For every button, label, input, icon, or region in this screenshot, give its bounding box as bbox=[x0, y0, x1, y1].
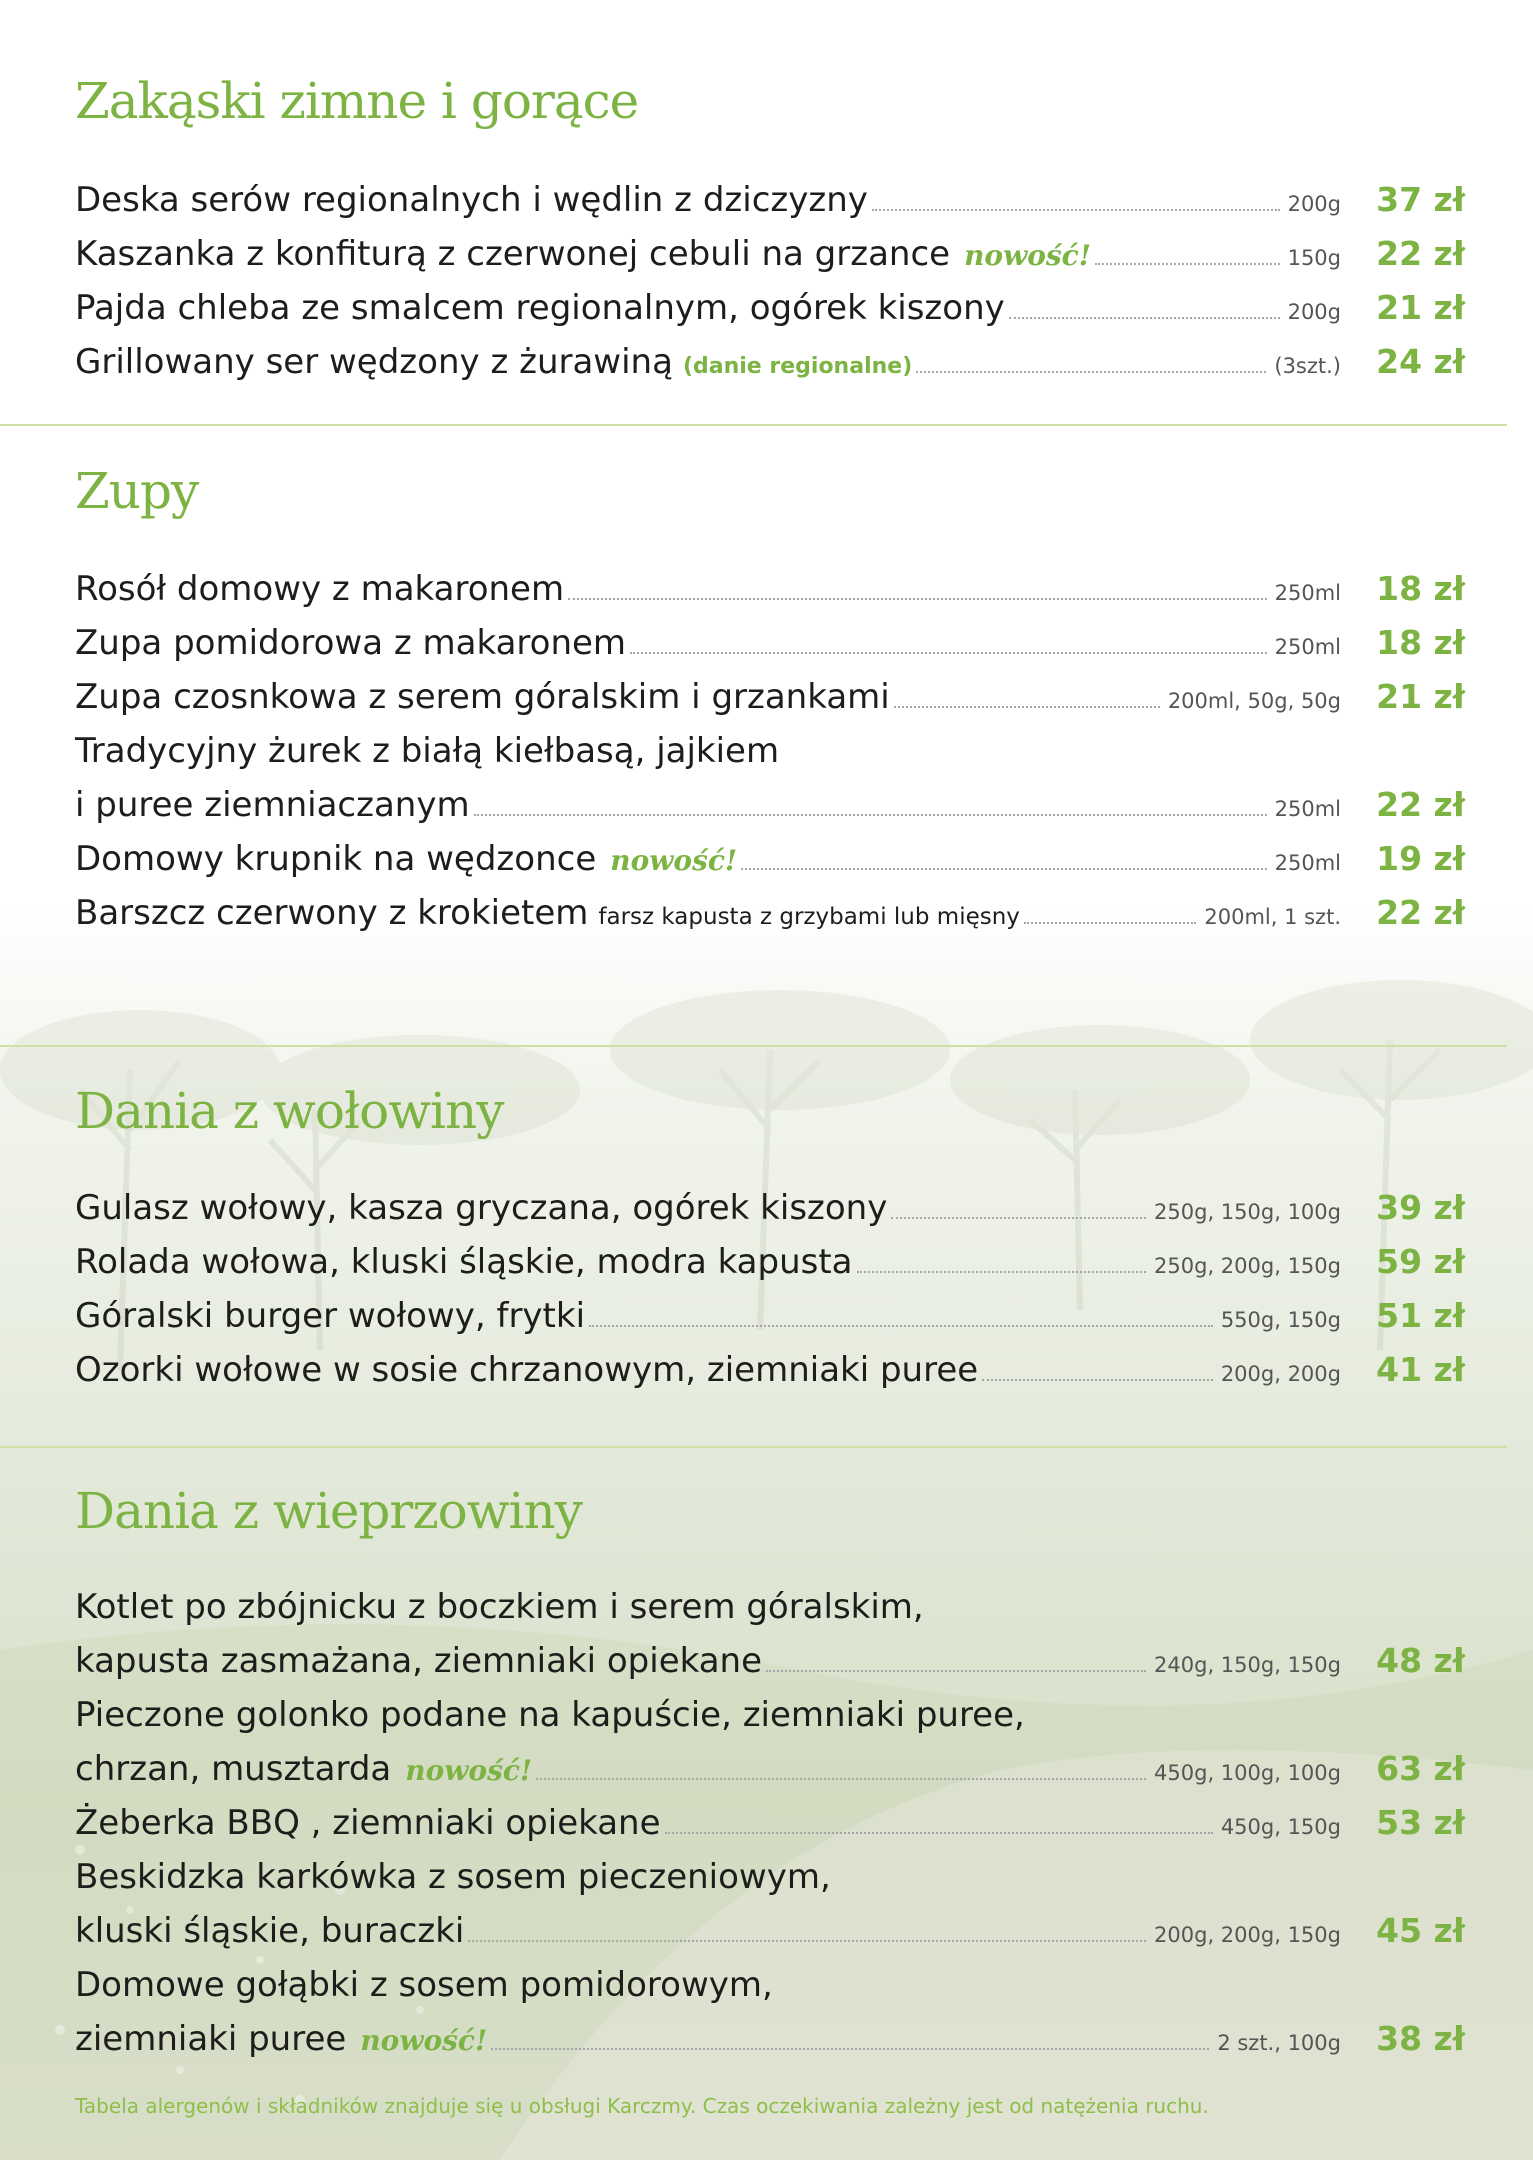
leader-dots bbox=[872, 208, 1280, 211]
leader-dots bbox=[665, 1831, 1213, 1834]
item-name-first-line: Beskidzka karkówka z sosem pieczeniowym, bbox=[75, 1857, 831, 1897]
item-price: 24 zł bbox=[1376, 342, 1465, 381]
item-name: Pajda chleba ze smalcem regionalnym, ogórek kiszony bbox=[75, 288, 1005, 328]
section-divider bbox=[0, 1045, 1507, 1047]
section-title-pork-dishes: Dania z wieprzowiny bbox=[75, 1482, 583, 1540]
leader-dots bbox=[536, 1777, 1146, 1780]
item-price: 21 zł bbox=[1376, 288, 1465, 327]
item-name: i puree ziemniaczanym bbox=[75, 785, 470, 825]
leader-dots bbox=[741, 867, 1266, 870]
item-name: Domowy krupnik na wędzonce bbox=[75, 839, 597, 879]
item-name: kapusta zasmażana, ziemniaki opiekane bbox=[75, 1641, 763, 1681]
item-price: 51 zł bbox=[1376, 1296, 1465, 1335]
item-name: Barszcz czerwony z krokietem bbox=[75, 893, 589, 933]
section-title-cold-hot-starters: Zakąski zimne i gorące bbox=[75, 72, 639, 130]
item-portion: 2 szt., 100g bbox=[1217, 2031, 1341, 2055]
item-portion: 250g, 150g, 100g bbox=[1154, 1200, 1341, 1224]
item-price: 22 zł bbox=[1376, 234, 1465, 273]
item-name: Zupa czosnkowa z serem góralskim i grzankami bbox=[75, 677, 890, 717]
item-name: Ozorki wołowe w sosie chrzanowym, ziemniaki puree bbox=[75, 1350, 979, 1390]
leader-dots bbox=[1024, 921, 1196, 924]
item-name: chrzan, musztarda bbox=[75, 1749, 392, 1789]
section-divider bbox=[0, 1446, 1507, 1448]
item-portion: 250g, 200g, 150g bbox=[1154, 1254, 1341, 1278]
menu-item bbox=[75, 1237, 1465, 1287]
leader-dots bbox=[491, 2047, 1209, 2050]
menu-item bbox=[75, 283, 1465, 333]
menu-item bbox=[75, 672, 1465, 722]
item-price: 63 zł bbox=[1376, 1749, 1465, 1788]
leader-dots bbox=[1095, 262, 1280, 265]
menu-item bbox=[75, 2014, 1465, 2064]
item-name: Gulasz wołowy, kasza gryczana, ogórek kiszony bbox=[75, 1188, 888, 1228]
new-badge: nowość! bbox=[610, 844, 738, 877]
regional-dish-label: (danie regionalne) bbox=[682, 354, 913, 379]
item-portion: 150g bbox=[1287, 246, 1341, 270]
item-price: 19 zł bbox=[1376, 839, 1465, 878]
item-name: Żeberka BBQ , ziemniaki opiekane bbox=[75, 1803, 661, 1843]
item-name-first-line: Domowe gołąbki z sosem pomidorowym, bbox=[75, 1965, 773, 2005]
item-name: Rosół domowy z makaronem bbox=[75, 569, 565, 609]
item-portion: 200ml, 1 szt. bbox=[1204, 905, 1341, 929]
item-name-first-line: Kotlet po zbójnicku z boczkiem i serem góralskim, bbox=[75, 1587, 924, 1627]
section-title-beef-dishes: Dania z wołowiny bbox=[75, 1082, 504, 1140]
item-price: 53 zł bbox=[1376, 1803, 1465, 1842]
leader-dots bbox=[894, 705, 1160, 708]
item-price: 38 zł bbox=[1376, 2019, 1465, 2058]
item-price: 18 zł bbox=[1376, 623, 1465, 662]
item-portion: 550g, 150g bbox=[1220, 1308, 1341, 1332]
leader-dots bbox=[630, 651, 1267, 654]
item-name: Deska serów regionalnych i wędlin z dziczyzny bbox=[75, 180, 868, 220]
menu-item bbox=[75, 834, 1465, 884]
leader-dots bbox=[916, 370, 1266, 373]
menu-item bbox=[75, 1636, 1465, 1686]
menu-item bbox=[75, 564, 1465, 614]
item-portion: 200g bbox=[1287, 300, 1341, 324]
menu-item bbox=[75, 1798, 1465, 1848]
item-portion: (3szt.) bbox=[1274, 354, 1341, 378]
leader-dots bbox=[474, 813, 1267, 816]
item-portion: 250ml bbox=[1274, 581, 1341, 605]
item-name: ziemniaki puree bbox=[75, 2019, 347, 2059]
item-portion: 240g, 150g, 150g bbox=[1154, 1653, 1341, 1677]
item-name: Kaszanka z konfiturą z czerwonej cebuli na grzance bbox=[75, 234, 951, 274]
leader-dots bbox=[766, 1669, 1146, 1672]
item-portion: 200g, 200g bbox=[1220, 1362, 1341, 1386]
menu-item bbox=[75, 780, 1465, 830]
new-badge: nowość! bbox=[405, 1754, 533, 1787]
menu-item bbox=[75, 1744, 1465, 1794]
item-portion: 200g bbox=[1287, 192, 1341, 216]
menu-item bbox=[75, 337, 1465, 387]
item-portion: 250ml bbox=[1274, 635, 1341, 659]
menu-item bbox=[75, 1183, 1465, 1233]
item-portion: 450g, 100g, 100g bbox=[1154, 1761, 1341, 1785]
item-name: Grillowany ser wędzony z żurawiną bbox=[75, 342, 673, 382]
menu-item bbox=[75, 1906, 1465, 1956]
leader-dots bbox=[468, 1939, 1146, 1942]
item-portion: 200g, 200g, 150g bbox=[1154, 1923, 1341, 1947]
menu-item bbox=[75, 1291, 1465, 1341]
item-name: Zupa pomidorowa z makaronem bbox=[75, 623, 627, 663]
item-price: 37 zł bbox=[1376, 180, 1465, 219]
item-portion: 450g, 150g bbox=[1220, 1815, 1341, 1839]
menu-item bbox=[75, 888, 1465, 938]
item-price: 39 zł bbox=[1376, 1188, 1465, 1227]
menu-item bbox=[75, 618, 1465, 668]
item-price: 22 zł bbox=[1376, 893, 1465, 932]
item-name: kluski śląskie, buraczki bbox=[75, 1911, 465, 1951]
item-portion: 200ml, 50g, 50g bbox=[1167, 689, 1341, 713]
menu-item bbox=[75, 229, 1465, 279]
new-badge: nowość! bbox=[360, 2024, 488, 2057]
item-note: farsz kapusta z grzybami lub mięsny bbox=[598, 904, 1020, 930]
item-name: Rolada wołowa, kluski śląskie, modra kapusta bbox=[75, 1242, 853, 1282]
item-name: Góralski burger wołowy, frytki bbox=[75, 1296, 586, 1336]
item-portion: 250ml bbox=[1274, 797, 1341, 821]
item-name-first-line: Pieczone golonko podane na kapuście, ziemniaki puree, bbox=[75, 1695, 1025, 1735]
section-divider bbox=[0, 424, 1507, 426]
item-price: 41 zł bbox=[1376, 1350, 1465, 1389]
leader-dots bbox=[982, 1378, 1213, 1381]
item-price: 22 zł bbox=[1376, 785, 1465, 824]
menu-item bbox=[75, 1345, 1465, 1395]
item-portion: 250ml bbox=[1274, 851, 1341, 875]
menu-item bbox=[75, 175, 1465, 225]
item-price: 59 zł bbox=[1376, 1242, 1465, 1281]
leader-dots bbox=[589, 1324, 1213, 1327]
item-price: 21 zł bbox=[1376, 677, 1465, 716]
item-price: 45 zł bbox=[1376, 1911, 1465, 1950]
allergen-footer-note: Tabela alergenów i składników znajduje się u obsługi Karczmy. Czas oczekiwania zależny jest od natężenia ruchu. bbox=[75, 2094, 1209, 2118]
leader-dots bbox=[568, 597, 1267, 600]
item-price: 48 zł bbox=[1376, 1641, 1465, 1680]
item-price: 18 zł bbox=[1376, 569, 1465, 608]
leader-dots bbox=[891, 1216, 1146, 1219]
section-title-soups: Zupy bbox=[75, 462, 199, 520]
item-name-first-line: Tradycyjny żurek z białą kiełbasą, jajkiem bbox=[75, 731, 780, 771]
leader-dots bbox=[857, 1270, 1147, 1273]
new-badge: nowość! bbox=[964, 239, 1091, 272]
leader-dots bbox=[1009, 316, 1280, 319]
